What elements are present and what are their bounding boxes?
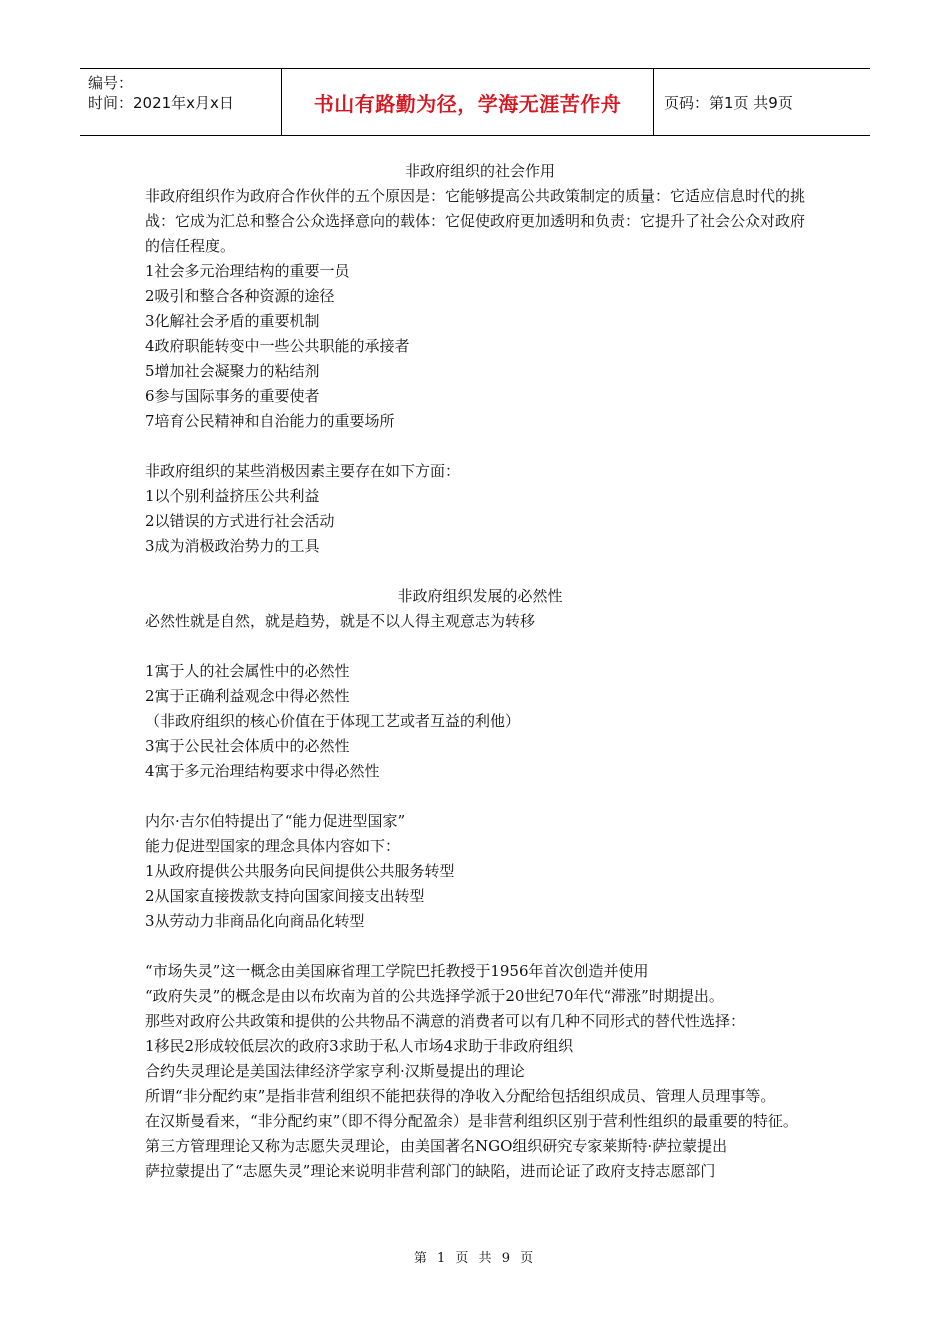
header-page-cell xyxy=(654,69,870,135)
body-paragraph: 7培育公民精神和自治能力的重要场所 xyxy=(145,412,395,430)
body-paragraph: 3成为消极政治势力的工具 xyxy=(145,537,320,555)
body-paragraph: 所谓“非分配约束”是指非营利组织不能把获得的净收入分配给包括组织成员、管理人员理事等。 xyxy=(145,1087,776,1105)
body-paragraph: 5增加社会凝聚力的粘结剂 xyxy=(145,362,320,380)
document-header xyxy=(80,68,870,136)
body-paragraph: 1以个别利益挤压公共利益 xyxy=(145,487,320,505)
body-paragraph: 1寓于人的社会属性中的必然性 xyxy=(145,662,350,680)
document-body xyxy=(145,159,815,1184)
body-paragraph: “市场失灵”这一概念由美国麻省理工学院巴托教授于1956年首次创造并使用 xyxy=(145,962,649,980)
body-paragraph: 第三方管理理论又称为志愿失灵理论，由美国著名NGO组织研究专家莱斯特·萨拉蒙提出 xyxy=(145,1137,728,1155)
body-paragraph: 4政府职能转变中一些公共职能的承接者 xyxy=(145,337,410,355)
header-meta-cell xyxy=(80,69,282,135)
body-paragraph: 3从劳动力非商品化向商品化转型 xyxy=(145,912,365,930)
blank-line xyxy=(145,934,815,959)
body-paragraph: 非政府组织的某些消极因素主要存在如下方面： xyxy=(145,462,461,480)
section-title: 非政府组织发展的必然性 xyxy=(397,587,563,605)
blank-line xyxy=(145,434,815,459)
page-footer xyxy=(0,1247,950,1266)
blank-line xyxy=(145,634,815,659)
body-paragraph: 1移民2形成较低层次的政府3求助于私人市场4求助于非政府组织 xyxy=(145,1037,574,1055)
body-paragraph: 非政府组织作为政府合作伙伴的五个原因是：它能够提高公共政策制定的质量：它适应信息时代的挑战：它成为汇总和整合公众选择意向的载体：它促使政府更加透明和负责：它提升了社会公众对政府的信任程度。 xyxy=(145,187,806,255)
body-paragraph: 萨拉蒙提出了“志愿失灵”理论来说明非营利部门的缺陷，进而论证了政府支持志愿部门 xyxy=(145,1162,716,1180)
document-number-label: 编号： xyxy=(88,74,134,92)
body-paragraph: 2吸引和整合各种资源的途径 xyxy=(145,287,335,305)
header-page-number: 页码：第1页 共9页 xyxy=(664,93,793,112)
body-paragraph: 3寓于公民社会体质中的必然性 xyxy=(145,737,350,755)
body-paragraph: 1从政府提供公共服务向民间提供公共服务转型 xyxy=(145,862,455,880)
body-paragraph: 3化解社会矛盾的重要机制 xyxy=(145,312,320,330)
blank-line xyxy=(145,784,815,809)
body-paragraph: 必然性就是自然，就是趋势，就是不以人得主观意志为转移 xyxy=(145,612,536,630)
footer-page-number: 第 1 页 共 9 页 xyxy=(413,1251,537,1266)
body-paragraph: 2从国家直接拨款支持向国家间接支出转型 xyxy=(145,887,425,905)
body-paragraph: 2寓于正确利益观念中得必然性 xyxy=(145,687,350,705)
body-paragraph: 6参与国际事务的重要使者 xyxy=(145,387,320,405)
section-title: 非政府组织的社会作用 xyxy=(404,162,555,180)
body-paragraph: 合约失灵理论是美国法律经济学家亨利·汉斯曼提出的理论 xyxy=(145,1062,525,1080)
header-motto: 书山有路勤为径，学海无涯苦作舟 xyxy=(313,91,622,116)
body-paragraph: 4寓于多元治理结构要求中得必然性 xyxy=(145,762,380,780)
body-paragraph: 2以错误的方式进行社会活动 xyxy=(145,512,335,530)
body-paragraph: 1社会多元治理结构的重要一员 xyxy=(145,262,350,280)
blank-line xyxy=(145,559,815,584)
body-paragraph: （非政府组织的核心价值在于体现工艺或者互益的利他） xyxy=(145,712,521,730)
body-paragraph: “政府失灵”的概念是由以布坎南为首的公共选择学派于20世纪70年代“滞涨”时期提出。 xyxy=(145,987,724,1005)
body-paragraph: 能力促进型国家的理念具体内容如下： xyxy=(145,837,401,855)
document-date-label: 时间：2021年x月x日 xyxy=(88,94,234,112)
body-paragraph: 那些对政府公共政策和提供的公共物品不满意的消费者可以有几种不同形式的替代性选择： xyxy=(145,1012,746,1030)
body-paragraph: 在汉斯曼看来，“非分配约束”（即不得分配盈余）是非营利组织区别于营利性组织的最重要的特征。 xyxy=(145,1112,798,1130)
body-paragraph: 内尔·吉尔伯特提出了“能力促进型国家” xyxy=(145,812,406,830)
header-motto-cell xyxy=(282,69,654,135)
